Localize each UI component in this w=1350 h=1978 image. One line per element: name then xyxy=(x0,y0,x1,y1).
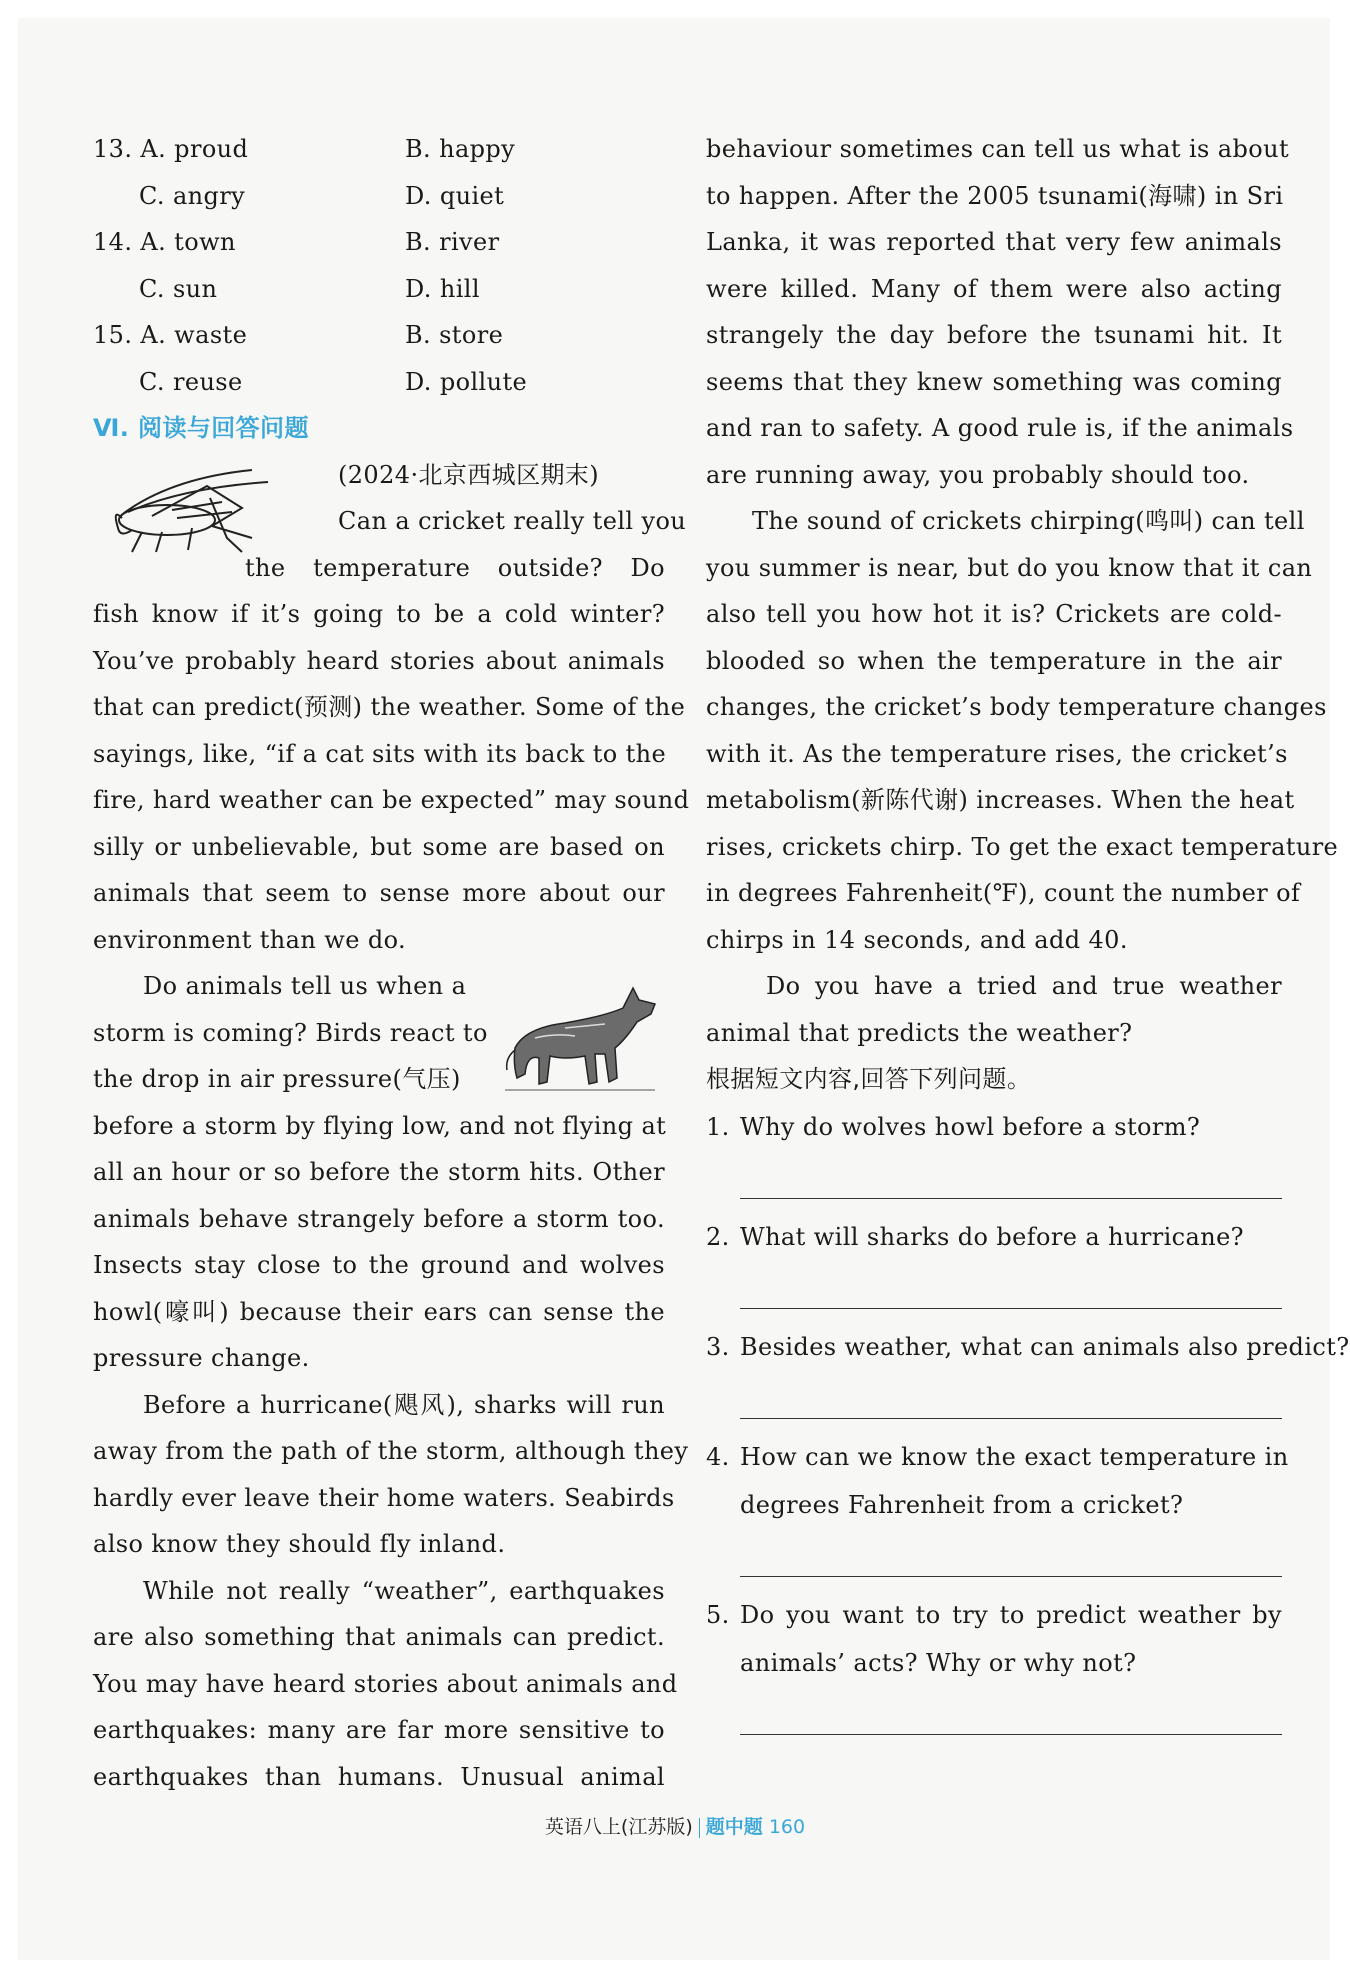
answer-line xyxy=(740,1576,1282,1577)
passage-line: were killed. Many of them were also acting xyxy=(706,274,1282,303)
passage-line: metabolism(新陈代谢) increases. When the heat xyxy=(706,786,1295,814)
passage-line: changes, the cricket’s body temperature changes xyxy=(706,693,1327,721)
option-row xyxy=(93,126,665,173)
passage-line: also know they should fly inland. xyxy=(93,1530,506,1558)
passage-line: hardly ever leave their home waters. Seabirds xyxy=(93,1483,675,1512)
passage-line: Can a cricket really tell you xyxy=(338,507,687,535)
book-title: 英语八上(江苏版) xyxy=(544,1816,693,1838)
option-a: C. angry xyxy=(139,181,246,210)
question-number: 3. xyxy=(706,1332,730,1361)
option-row xyxy=(93,359,665,406)
passage-line: storm is coming? Birds react to xyxy=(93,1018,488,1047)
passage-line: all an hour or so before the storm hits. Other xyxy=(93,1158,665,1186)
answer-blank[interactable] xyxy=(706,1687,1282,1749)
question-text xyxy=(706,1639,1282,1687)
question-line: animals’ acts? Why or why not? xyxy=(740,1648,1137,1677)
question-text xyxy=(706,1213,1282,1261)
passage-line: seems that they knew something was coming xyxy=(706,367,1282,396)
passage-line: Lanka, it was reported that very few animals xyxy=(706,228,1282,256)
passage-line: You’ve probably heard stories about animals xyxy=(93,646,665,675)
passage-line: in degrees Fahrenheit(℉), count the number of xyxy=(706,879,1301,907)
option-b: B. river xyxy=(405,228,500,256)
question-text xyxy=(706,1481,1282,1529)
passage-line: the drop in air pressure(气压) xyxy=(93,1065,461,1093)
passage-line: earthquakes: many are far more sensitive to xyxy=(93,1716,665,1744)
question-number: 1. xyxy=(706,1112,730,1141)
passage-line: Do you have a tried and true weather xyxy=(766,972,1282,1000)
passage-line: behaviour sometimes can tell us what is about xyxy=(706,135,1290,163)
passage-line: The sound of crickets chirping(鸣叫) can tell xyxy=(752,507,1305,535)
option-a: 15. A. waste xyxy=(93,321,248,349)
passage-line: Do animals tell us when a xyxy=(143,972,467,1000)
right-column xyxy=(706,126,1350,1749)
passage-line: Before a hurricane(飓风), sharks will run xyxy=(143,1390,665,1419)
question-number: 4. xyxy=(706,1442,730,1471)
option-row xyxy=(93,219,665,266)
option-b: B. happy xyxy=(405,135,516,163)
option-row xyxy=(93,266,665,313)
question-text xyxy=(706,1591,1282,1639)
passage-line: fish know if it’s going to be a cold winter? xyxy=(93,600,665,628)
option-a: C. reuse xyxy=(139,367,243,396)
passage-line: and ran to safety. A good rule is, if the animals xyxy=(706,414,1294,442)
question-line: What will sharks do before a hurricane? xyxy=(740,1222,1244,1251)
passage-line: howl(嚎叫) because their ears can sense the xyxy=(93,1297,665,1326)
passage-line: animal that predicts the weather? xyxy=(706,1018,1133,1047)
passage-line: chirps in 14 seconds, and add 40. xyxy=(706,925,1128,954)
section-title: Ⅵ. 阅读与回答问题 xyxy=(93,414,309,442)
passage-line: silly or unbelievable, but some are based on xyxy=(93,832,665,861)
instruction: 根据短文内容,回答下列问题。 xyxy=(706,1065,1032,1093)
question-number: 5. xyxy=(706,1600,730,1629)
passage-line: before a storm by flying low, and not flying at xyxy=(93,1111,667,1140)
answer-blank[interactable] xyxy=(706,1151,1282,1213)
question-number: 2. xyxy=(706,1222,730,1251)
passage-line: animals that seem to sense more about our xyxy=(93,879,665,907)
option-b: D. hill xyxy=(405,274,480,303)
question-line: Why do wolves howl before a storm? xyxy=(740,1112,1201,1141)
passage-line: to happen. After the 2005 tsunami(海啸) in Sri xyxy=(706,181,1284,210)
passage-line: While not really “weather”, earthquakes xyxy=(143,1576,665,1605)
passage-line: are also something that animals can predict. xyxy=(93,1623,665,1651)
passage-line: pressure change. xyxy=(93,1344,310,1372)
cricket-illustration xyxy=(92,468,270,558)
passage-line: also tell you how hot it is? Crickets are cold- xyxy=(706,600,1282,628)
passage-line: the temperature outside? Do xyxy=(245,553,665,582)
passage-line: with it. As the temperature rises, the cricket’s xyxy=(706,739,1288,768)
source-note: (2024·北京西城区期末) xyxy=(338,460,600,489)
passage-line: Insects stay close to the ground and wolves xyxy=(93,1251,665,1279)
answer-blank[interactable] xyxy=(706,1529,1282,1591)
wolf-illustration xyxy=(505,978,660,1096)
question-line: Do you want to try to predict weather by xyxy=(740,1600,1282,1629)
passage-line: away from the path of the storm, although they xyxy=(93,1437,689,1465)
passage-line: blooded so when the temperature in the air xyxy=(706,646,1282,675)
answer-line xyxy=(740,1308,1282,1309)
question-line: degrees Fahrenheit from a cricket? xyxy=(740,1490,1184,1519)
page-footer xyxy=(0,1812,1350,1839)
page-number: 160 xyxy=(768,1816,806,1838)
answer-line xyxy=(740,1734,1282,1735)
question-text xyxy=(706,1103,1282,1151)
passage-line: You may have heard stories about animals and xyxy=(93,1669,678,1698)
series-name: 题中题 xyxy=(705,1816,763,1838)
footer-divider xyxy=(699,1818,700,1838)
passage-line: animals behave strangely before a storm too. xyxy=(93,1204,665,1233)
passage-line: you summer is near, but do you know that it can xyxy=(706,553,1313,582)
passage-line: are running away, you probably should too. xyxy=(706,460,1250,489)
option-row xyxy=(93,312,665,359)
answer-line xyxy=(740,1418,1282,1419)
option-a: 14. A. town xyxy=(93,228,236,256)
option-row xyxy=(93,173,665,220)
answer-line xyxy=(740,1198,1282,1199)
option-b: B. store xyxy=(405,321,504,349)
answer-blank[interactable] xyxy=(706,1371,1282,1433)
option-b: D. pollute xyxy=(405,367,528,396)
passage-line: rises, crickets chirp. To get the exact temperature xyxy=(706,832,1339,861)
question-text xyxy=(706,1433,1289,1481)
passage-line: sayings, like, “if a cat sits with its back to the xyxy=(93,739,667,768)
passage-line: strangely the day before the tsunami hit. It xyxy=(706,321,1282,349)
question-text xyxy=(706,1323,1350,1371)
option-b: D. quiet xyxy=(405,181,505,210)
passage-line: fire, hard weather can be expected” may sound xyxy=(93,786,690,814)
passage-line: environment than we do. xyxy=(93,925,407,954)
left-column xyxy=(93,126,690,1800)
option-a: C. sun xyxy=(139,274,218,303)
answer-blank[interactable] xyxy=(706,1261,1282,1323)
option-a: 13. A. proud xyxy=(93,135,249,163)
passage-line: earthquakes than humans. Unusual animal xyxy=(93,1762,665,1791)
question-line: How can we know the exact temperature in xyxy=(740,1442,1289,1471)
question-line: Besides weather, what can animals also predict? xyxy=(740,1332,1350,1361)
passage-line: that can predict(预测) the weather. Some of the xyxy=(93,693,686,721)
